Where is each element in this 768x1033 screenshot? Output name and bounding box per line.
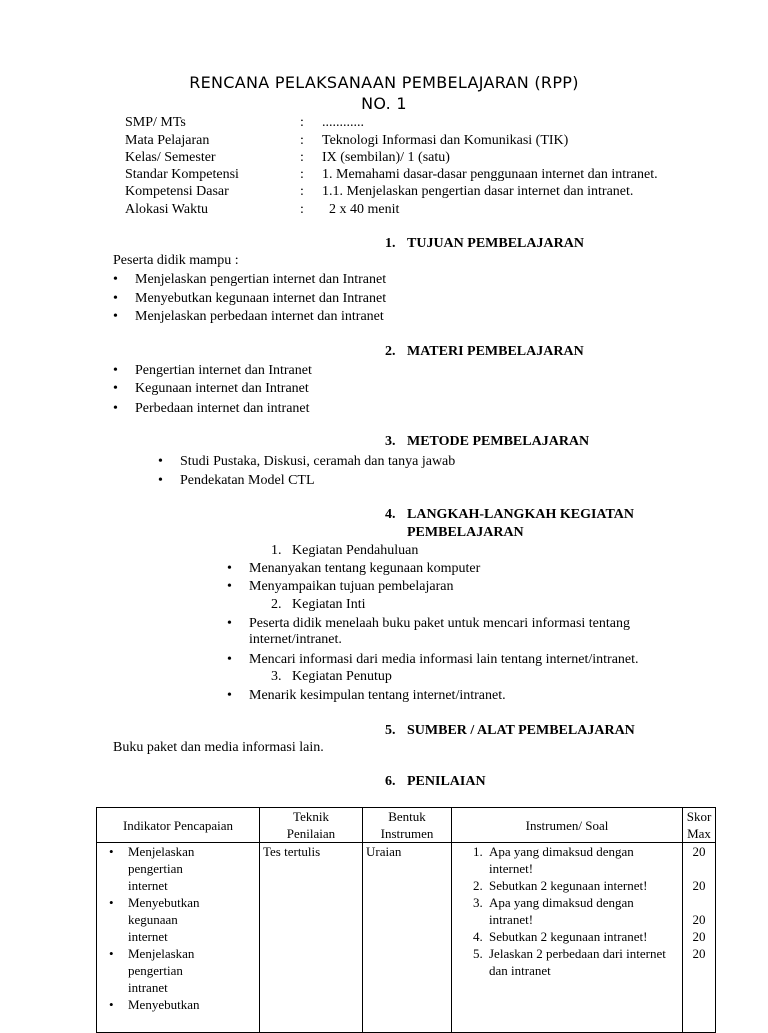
- header-bentuk-line2: Instrumen: [380, 826, 434, 841]
- list-item-text: Menyebutkan kegunaan internet dan Intranet: [135, 291, 387, 306]
- section-title: PENILAIAN: [407, 774, 486, 789]
- list-item-text: Menjelaskan pengertian intranet: [128, 946, 195, 995]
- bullet-icon: •: [113, 291, 118, 306]
- question-text: Apa yang dimaksud dengan internet!: [489, 844, 634, 876]
- list-item: [100, 894, 218, 945]
- header-teknik-line2: Penilaian: [286, 826, 336, 841]
- bullet-icon: •: [113, 272, 118, 287]
- question-item: [455, 877, 679, 894]
- section-title: SUMBER / ALAT PEMBELAJARAN: [407, 723, 635, 738]
- list-item-text: Menjelaskan pengertian internet: [128, 844, 195, 893]
- question-text: Apa yang dimaksud dengan intranet!: [489, 895, 634, 927]
- bullet-icon: •: [227, 652, 232, 667]
- question-number: 5.: [473, 946, 483, 961]
- bullet-icon: •: [227, 561, 232, 576]
- section-number: 3.: [385, 434, 396, 449]
- meta-colon: :: [300, 184, 304, 199]
- list-item-text: Mencari informasi dari media informasi lain tentang internet/intranet.: [249, 652, 639, 667]
- bullet-icon: •: [113, 363, 118, 378]
- cell-soal: [452, 843, 683, 1033]
- header-indikator: Indikator Pencapaian: [97, 808, 260, 843]
- question-text: Sebutkan 2 kegunaan intranet!: [489, 929, 648, 944]
- score-value: 20: [692, 912, 706, 927]
- header-teknik: [260, 808, 363, 843]
- bullet-icon: •: [113, 309, 118, 324]
- score-value: 20: [692, 844, 706, 859]
- question-item: [455, 843, 679, 877]
- step-label: [271, 668, 392, 686]
- table-row: [97, 843, 716, 1033]
- list-item-text: Peserta didik menelaah buku paket untuk mencari informasi tentang: [249, 616, 630, 631]
- list-item-text: Pengertian internet dan Intranet: [135, 363, 312, 378]
- meta-colon: :: [300, 133, 304, 148]
- meta-colon: :: [300, 167, 304, 182]
- question-number: 3.: [473, 895, 483, 910]
- meta-value: 1. Memahami dasar-dasar penggunaan internet dan intranet.: [322, 167, 658, 182]
- bullet-icon: •: [158, 454, 163, 469]
- list-item-text: Menyebutkan kegunaan internet: [128, 895, 200, 944]
- question-number: 4.: [473, 929, 483, 944]
- section-number: 1.: [385, 236, 396, 251]
- meta-key: Mata Pelajaran: [125, 133, 210, 148]
- section-5-text: Buku paket dan media informasi lain.: [113, 740, 324, 755]
- section-4-heading: [385, 506, 634, 524]
- meta-colon: :: [300, 115, 304, 130]
- bullet-icon: •: [109, 895, 114, 910]
- bullet-icon: •: [109, 946, 114, 961]
- meta-value: IX (sembilan)/ 1 (satu): [322, 150, 450, 165]
- section-1-heading: [385, 235, 584, 253]
- header-skor-line2: Max: [687, 826, 711, 841]
- meta-value: Teknologi Informasi dan Komunikasi (TIK): [322, 133, 569, 148]
- bullet-icon: •: [158, 473, 163, 488]
- list-item: [100, 843, 218, 894]
- cell-bentuk: Uraian: [363, 843, 452, 1033]
- section-4-heading-cont: PEMBELAJARAN: [407, 525, 524, 540]
- bullet-icon: •: [109, 997, 114, 1012]
- score-value: 20: [692, 878, 706, 893]
- header-skor: [683, 808, 716, 843]
- section-number: 5.: [385, 723, 396, 738]
- meta-colon: :: [300, 202, 304, 217]
- section-title: LANGKAH-LANGKAH KEGIATAN: [407, 507, 634, 522]
- bullet-icon: •: [227, 616, 232, 631]
- list-item-text: Perbedaan internet dan intranet: [135, 401, 310, 416]
- meta-key: Standar Kompetensi: [125, 167, 239, 182]
- meta-key: Alokasi Waktu: [125, 202, 208, 217]
- list-item: [100, 945, 218, 996]
- meta-key: SMP/ MTs: [125, 115, 186, 130]
- cell-indikator: [97, 843, 260, 1033]
- section-1-intro: Peserta didik mampu :: [113, 253, 239, 268]
- meta-key: Kompetensi Dasar: [125, 184, 229, 199]
- header-instrumen: Instrumen/ Soal: [452, 808, 683, 843]
- question-text: Sebutkan 2 kegunaan internet!: [489, 878, 648, 893]
- list-item-text: Menanyakan tentang kegunaan komputer: [249, 561, 481, 576]
- question-number: 2.: [473, 878, 483, 893]
- list-item-text: Menarik kesimpulan tentang internet/intranet.: [249, 688, 506, 703]
- list-item-text: Menyampaikan tujuan pembelajaran: [249, 579, 454, 594]
- step-text: Kegiatan Inti: [292, 597, 366, 612]
- document-number: NO. 1: [361, 94, 407, 113]
- cell-teknik: Tes tertulis: [260, 843, 363, 1033]
- question-item: [455, 945, 679, 979]
- step-label: [271, 596, 365, 614]
- header-skor-line1: Skor: [686, 809, 712, 824]
- bullet-icon: •: [113, 381, 118, 396]
- list-item-text: Studi Pustaka, Diskusi, ceramah dan tanya jawab: [180, 454, 456, 469]
- section-6-heading: [385, 773, 486, 791]
- list-item-continuation: internet/intranet.: [249, 632, 342, 647]
- section-2-heading: [385, 343, 584, 361]
- step-number: 2.: [271, 597, 282, 612]
- question-item: [455, 894, 679, 928]
- list-item: [100, 996, 218, 1013]
- meta-key: Kelas/ Semester: [125, 150, 216, 165]
- list-item-text: Menjelaskan perbedaan internet dan intranet: [135, 309, 384, 324]
- meta-colon: :: [300, 150, 304, 165]
- list-item-text: Menjelaskan pengertian internet dan Intranet: [135, 272, 387, 287]
- header-bentuk-line1: Bentuk: [388, 809, 426, 824]
- question-item: [455, 928, 679, 945]
- section-title: MATERI PEMBELAJARAN: [407, 344, 584, 359]
- meta-value: 1.1. Menjelaskan pengertian dasar internet dan intranet.: [322, 184, 634, 199]
- question-text: Jelaskan 2 perbedaan dari internet dan intranet: [489, 946, 666, 978]
- meta-value: 2 x 40 menit: [322, 202, 400, 217]
- step-number: 1.: [271, 543, 282, 558]
- list-item-text: Pendekatan Model CTL: [180, 473, 315, 488]
- step-text: Kegiatan Pendahuluan: [292, 543, 419, 558]
- table-header-row: [97, 808, 716, 843]
- section-number: 6.: [385, 774, 396, 789]
- assessment-table: [96, 807, 716, 1033]
- section-number: 2.: [385, 344, 396, 359]
- bullet-icon: •: [113, 401, 118, 416]
- section-3-heading: [385, 433, 589, 451]
- step-label: [271, 542, 418, 560]
- score-value: 20: [692, 929, 706, 944]
- section-5-heading: [385, 722, 635, 740]
- document-title: RENCANA PELAKSANAAN PEMBELAJARAN (RPP): [189, 73, 579, 92]
- section-title: METODE PEMBELAJARAN: [407, 434, 590, 449]
- question-number: 1.: [473, 844, 483, 859]
- section-number: 4.: [385, 507, 396, 522]
- score-value: 20: [692, 946, 706, 961]
- list-item-text: Kegunaan internet dan Intranet: [135, 381, 309, 396]
- header-bentuk: [363, 808, 452, 843]
- section-title: TUJUAN PEMBELAJARAN: [407, 236, 584, 251]
- step-text: Kegiatan Penutup: [292, 669, 392, 684]
- step-number: 3.: [271, 669, 282, 684]
- bullet-icon: •: [227, 688, 232, 703]
- meta-value: ............: [322, 115, 364, 130]
- bullet-icon: •: [227, 579, 232, 594]
- list-item-text: Menyebutkan: [128, 997, 200, 1012]
- header-teknik-line1: Teknik: [293, 809, 329, 824]
- bullet-icon: •: [109, 844, 114, 859]
- cell-skor: [683, 843, 716, 1033]
